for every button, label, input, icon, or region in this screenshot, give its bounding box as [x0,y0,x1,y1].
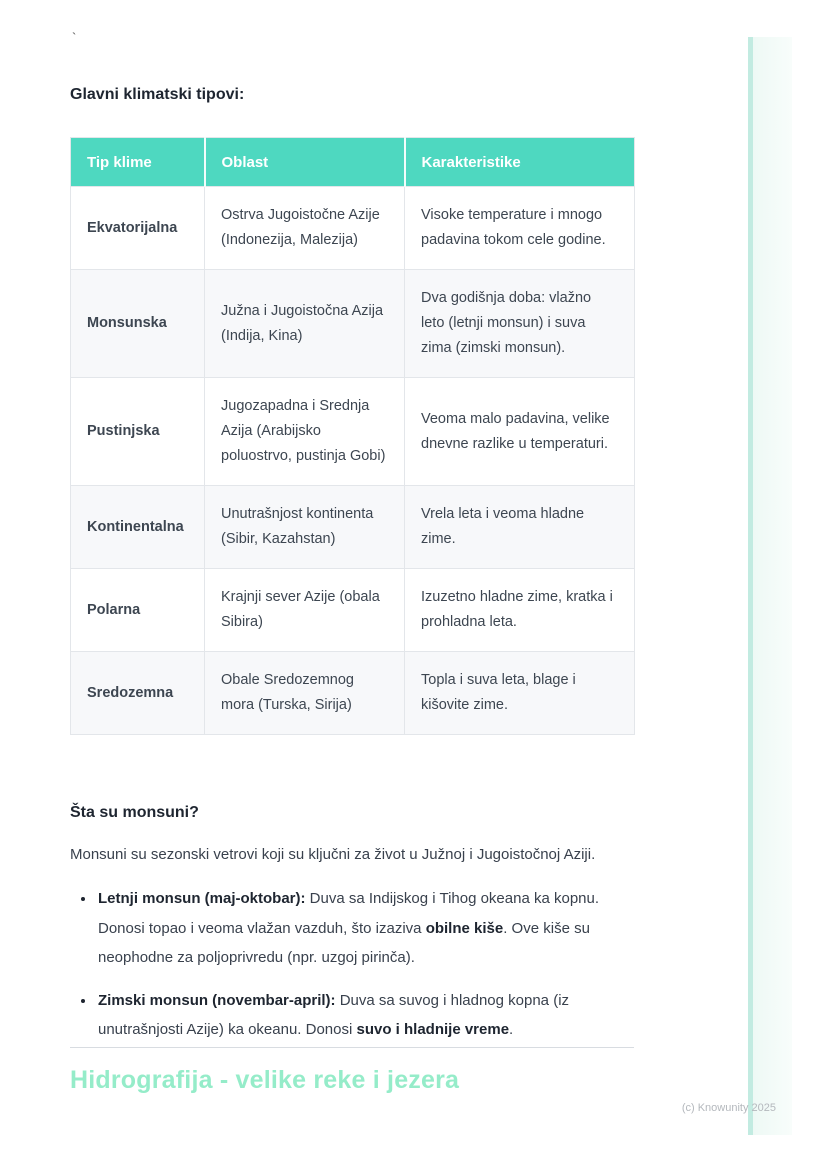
monsoons-bullet-list [70,884,641,1058]
monsoons-intro-paragraph: Monsuni su sezonski vetrovi koji su ključni za život u Južnoj i Jugoistočnoj Aziji. [70,846,596,863]
col-header-oblast: Oblast [205,138,405,187]
cell-characteristics: Topla i suva leta, blage i kišovite zime. [405,652,635,735]
cell-climate-type: Sredozemna [71,652,205,735]
cell-characteristics: Visoke temperature i mnogo padavina tokom cele godine. [405,187,635,270]
table-row [71,270,635,378]
table-header-row [71,138,635,187]
bullet-body-text: Duva sa suvog i hladnog kopna (iz unutrašnjosti Azije) ka okeanu. Donosi [98,991,570,1038]
table-row [71,569,635,652]
cell-characteristics: Veoma malo padavina, velike dnevne razlike u temperaturi. [405,378,635,486]
cell-climate-type: Polarna [71,569,205,652]
cell-characteristics: Vrela leta i veoma hladne zime. [405,486,635,569]
cell-region: Unutrašnjost kontinenta (Sibir, Kazahstan) [205,486,405,569]
bullet-body-text: Duva sa Indijskog i Tihog okeana ka kopnu. Donosi topao i veoma vlažan vazduh, što izaziva [98,890,600,937]
bullet-body-text: . Ove kiše su neophodne za poljoprivredu (npr. uzgoj pirinča). [98,919,590,966]
highlight-strip [748,37,792,1135]
col-header-tip-klime: Tip klime [71,138,205,187]
cell-characteristics: Dva godišnja doba: vlažno leto (letnji monsun) i suva zima (zimski monsun). [405,270,635,378]
cell-characteristics: Izuzetno hladne zime, kratka i prohladna leta. [405,569,635,652]
list-item-summer-monsoon [96,884,641,973]
cell-climate-type: Ekvatorijalna [71,187,205,270]
stray-backtick: ` [72,30,77,45]
cell-region: Ostrva Jugoistočne Azije (Indonezija, Malezija) [205,187,405,270]
cell-climate-type: Monsunska [71,270,205,378]
cell-climate-type: Kontinentalna [71,486,205,569]
bullet-bold-text: obilne kiše [425,919,504,937]
section-heading-monsoons: Šta su monsuni? [70,804,199,821]
section-divider [70,1047,634,1048]
section-heading-climate-types: Glavni klimatski tipovi: [70,86,245,103]
bullet-lead-text: Letnji monsun (maj-oktobar): [98,890,306,907]
col-header-karakteristike: Karakteristike [405,138,635,187]
table-row [71,187,635,270]
table-row [71,486,635,569]
list-item-winter-monsoon [96,986,641,1045]
bullet-lead-text: Zimski monsun (novembar-april): [98,991,336,1009]
cell-climate-type: Pustinjska [71,378,205,486]
climate-table [70,137,635,735]
section-heading-hydrography: Hidrografija - velike reke i jezera [70,1066,460,1094]
cell-region: Obale Sredozemnog mora (Turska, Sirija) [205,652,405,735]
bullet-bold-text: suvo i hladnije vreme [356,1021,510,1038]
table-row [71,652,635,735]
table-row [71,378,635,486]
cell-region: Južna i Jugoistočna Azija (Indija, Kina) [205,270,405,378]
cell-region: Krajnji sever Azije (obala Sibira) [205,569,405,652]
copyright-footer: (c) Knowunity 2025 [681,1102,776,1114]
bullet-body-text: . [509,1021,514,1038]
cell-region: Jugozapadna i Srednja Azija (Arabijsko poluostrvo, pustinja Gobi) [205,378,405,486]
